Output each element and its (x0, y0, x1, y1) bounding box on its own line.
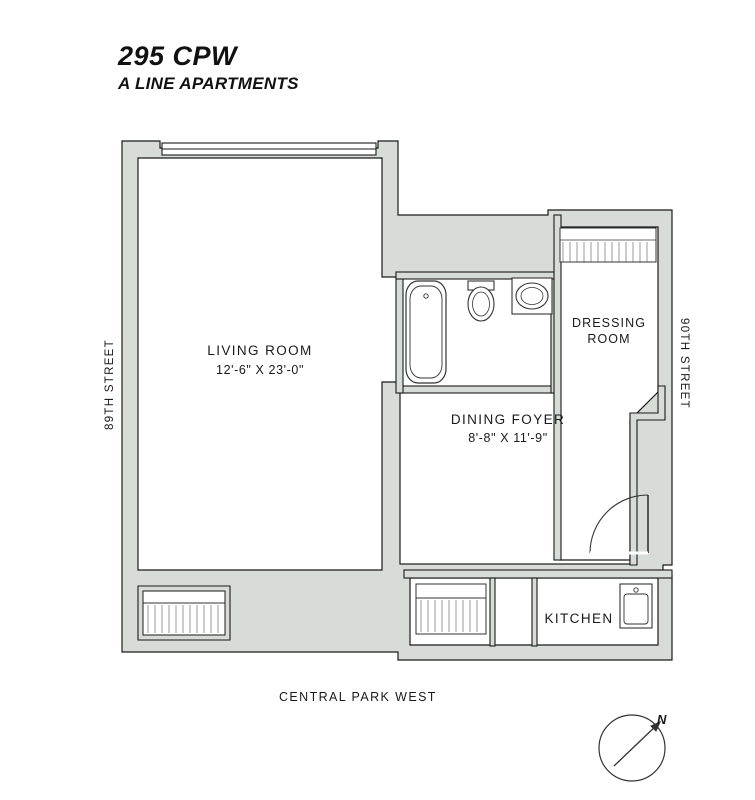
page-title: 295 CPW (118, 41, 238, 71)
kitchen-wall-top (404, 570, 672, 578)
window-band-top (162, 143, 376, 155)
living-room-label: LIVING ROOM (207, 343, 313, 358)
kitchen-sink-icon (620, 584, 652, 628)
kitchen-wall-left (490, 578, 495, 646)
bathroom-wall-left (396, 277, 403, 393)
kitchen-label: KITCHEN (544, 611, 614, 626)
closet-shelving-top-right-icon (560, 228, 656, 262)
compass-north-label: N (657, 712, 667, 727)
dining-foyer-dimensions: 8'-8" X 11'-9" (468, 431, 548, 445)
bathtub-icon (406, 281, 446, 383)
living-room-dimensions: 12'-6" X 23'-0" (216, 363, 304, 377)
sink-basin-icon (512, 278, 552, 314)
dressing-room-label-line2: ROOM (587, 332, 631, 346)
dining-foyer-label: DINING FOYER (450, 412, 566, 427)
toilet-icon (468, 281, 494, 321)
dressing-room-label-line1: DRESSING (571, 316, 647, 330)
compass-rose (599, 715, 665, 781)
street-label-west: 89TH STREET (104, 339, 116, 430)
dressing-room-wall-left (554, 215, 561, 560)
closet-shelving-bottom-center-icon (416, 584, 486, 634)
street-label-east: 90TH STREET (678, 318, 690, 409)
street-label-south: CENTRAL PARK WEST (279, 690, 437, 704)
bathroom-wall-bottom (400, 386, 558, 393)
page-subtitle: A LINE APARTMENTS (118, 74, 299, 94)
